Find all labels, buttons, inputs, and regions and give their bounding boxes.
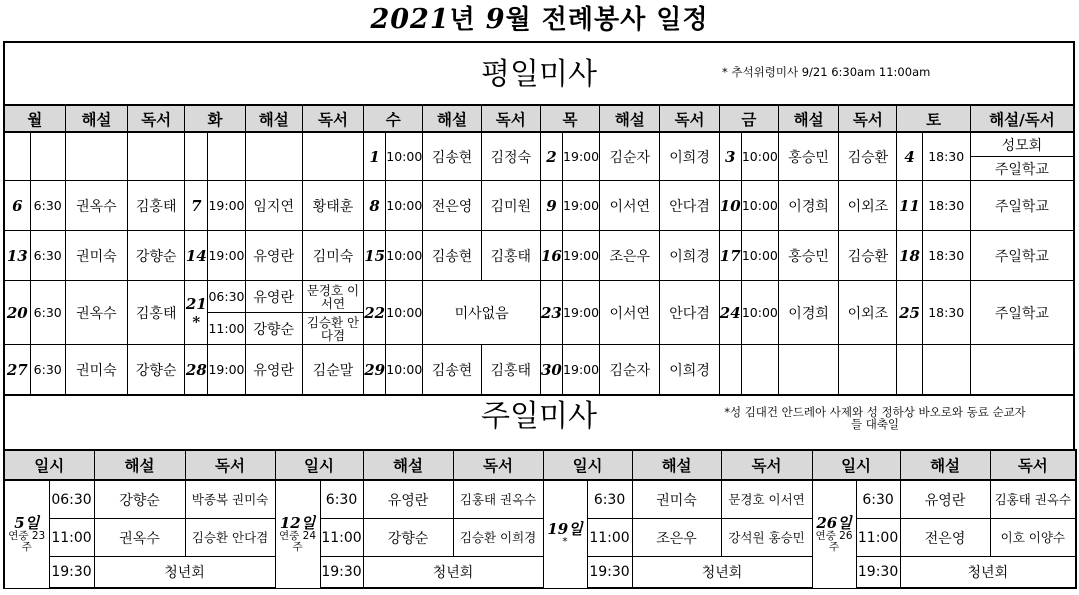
reader: 안다겸 xyxy=(660,281,719,345)
reader: 이호 이양수 xyxy=(990,519,1076,557)
day-number: 30 xyxy=(540,345,562,396)
reader: 김홍태 xyxy=(128,281,185,345)
day-number: 17 xyxy=(719,231,741,281)
day-number: 3 xyxy=(719,132,741,181)
narrator: 강향순 xyxy=(94,480,185,519)
narrator: 유영란 xyxy=(245,231,302,281)
table-row xyxy=(4,480,1076,519)
mass-time: 10:00 xyxy=(741,231,778,281)
day-number: 14 xyxy=(185,231,208,281)
day-number: 13 xyxy=(4,231,30,281)
day-number: 24 xyxy=(719,281,741,345)
mass-time: 11:00 xyxy=(320,519,363,557)
narrator: 이서연 xyxy=(600,281,660,345)
narrator: 이경희 xyxy=(778,281,838,345)
header-read: 독서 xyxy=(453,450,543,480)
reader: 김홍태 xyxy=(128,181,185,231)
narrator: 조은우 xyxy=(600,231,660,281)
narrator: 유영란 xyxy=(245,281,302,313)
mass-time: 19:30 xyxy=(49,557,94,589)
reader: 문경호 이서연 xyxy=(302,281,363,313)
reader: 김승환 xyxy=(839,231,897,281)
mass-time: 19:00 xyxy=(562,181,599,231)
weekday-note: * 추석위령미사 9/21 6:30am 11:00am xyxy=(722,65,931,79)
reader: 이희경 xyxy=(660,132,719,181)
weekday-mass-heading-text: 평일미사 xyxy=(481,57,597,92)
mass-time: 10:00 xyxy=(386,345,423,396)
table-row xyxy=(4,181,1074,231)
day-number-holiday xyxy=(185,281,208,345)
day-number: 27 xyxy=(4,345,30,396)
empty-cell xyxy=(4,132,30,181)
narrator: 이경희 xyxy=(778,181,838,231)
day-number: 18 xyxy=(897,231,922,281)
header-date: 일시 xyxy=(4,450,94,480)
header-sat-role: 해설/독서 xyxy=(970,105,1074,132)
day-number: 22 xyxy=(364,281,386,345)
mass-time: 19:00 xyxy=(208,345,245,396)
sunday-date-day: 5일 xyxy=(14,514,40,533)
empty-cell xyxy=(185,132,208,181)
weekday-header-row xyxy=(4,105,1074,132)
sunday-date xyxy=(812,480,856,588)
header-read: 독서 xyxy=(128,105,185,132)
sunday-date-day: 12일 xyxy=(279,514,316,533)
mass-time: 6:30 xyxy=(587,480,632,519)
narrator: 권옥수 xyxy=(94,519,185,557)
mass-time: 6:30 xyxy=(320,480,363,519)
mass-time: 11:00 xyxy=(587,519,632,557)
youth-group: 청년회 xyxy=(94,557,275,589)
header-thu: 목 xyxy=(540,105,599,132)
day-number: 7 xyxy=(185,181,208,231)
sunday-schedule-table xyxy=(3,449,1077,589)
mass-time: 10:00 xyxy=(386,181,423,231)
mass-time: 18:30 xyxy=(922,281,970,345)
day-number: 28 xyxy=(185,345,208,396)
reader: 안다겸 xyxy=(660,181,719,231)
page-title xyxy=(0,0,1079,40)
header-narr: 해설 xyxy=(65,105,127,132)
narrator: 권미숙 xyxy=(65,231,127,281)
mass-time: 18:30 xyxy=(922,132,970,181)
header-read: 독서 xyxy=(481,105,540,132)
day-number: 10 xyxy=(719,181,741,231)
header-date: 일시 xyxy=(543,450,632,480)
sat-group: 주일학교 xyxy=(970,281,1074,345)
header-narr: 해설 xyxy=(245,105,302,132)
narrator: 전은영 xyxy=(900,519,990,557)
header-read: 독서 xyxy=(721,450,812,480)
day-number: 4 xyxy=(897,132,922,181)
narrator: 유영란 xyxy=(245,345,302,396)
header-tue: 화 xyxy=(185,105,245,132)
mass-time: 19:00 xyxy=(562,281,599,345)
reader: 황태훈 xyxy=(302,181,363,231)
mass-time: 6:30 xyxy=(30,181,65,231)
day-number: 8 xyxy=(364,181,386,231)
reader: 이희경 xyxy=(660,231,719,281)
header-narr: 해설 xyxy=(778,105,838,132)
sunday-date xyxy=(543,480,587,588)
day-number: 1 xyxy=(364,132,386,181)
day-number: 16 xyxy=(540,231,562,281)
reader: 김홍태 권옥수 xyxy=(990,480,1076,519)
reader: 이희경 xyxy=(660,345,719,396)
header-date: 일시 xyxy=(812,450,900,480)
narrator: 권옥수 xyxy=(65,181,127,231)
youth-group: 청년회 xyxy=(632,557,812,589)
narrator: 전은영 xyxy=(423,181,481,231)
holiday-star: * xyxy=(192,312,201,331)
reader: 김미원 xyxy=(481,181,540,231)
narrator: 홍승민 xyxy=(778,231,838,281)
mass-time: 19:00 xyxy=(208,231,245,281)
mass-time: 19:00 xyxy=(208,181,245,231)
day-number: 23 xyxy=(540,281,562,345)
sunday-date xyxy=(4,480,49,588)
header-read: 독서 xyxy=(302,105,363,132)
narrator: 홍승민 xyxy=(778,132,838,181)
mass-time: 10:00 xyxy=(386,132,423,181)
sunday-header-row xyxy=(4,450,1076,480)
reader: 김홍태 xyxy=(481,231,540,281)
sunday-date-day: 19일 xyxy=(547,519,583,538)
header-narr: 해설 xyxy=(423,105,481,132)
table-row xyxy=(4,557,1076,589)
title-month: 9 xyxy=(485,4,506,35)
narrator: 김순자 xyxy=(600,132,660,181)
youth-group: 청년회 xyxy=(363,557,543,589)
mass-time: 6:30 xyxy=(30,231,65,281)
reader: 김홍태 xyxy=(481,345,540,396)
narrator: 권미숙 xyxy=(65,345,127,396)
header-read: 독서 xyxy=(990,450,1076,480)
header-fri: 금 xyxy=(719,105,778,132)
narrator: 이서연 xyxy=(600,181,660,231)
mass-time: 19:30 xyxy=(587,557,632,589)
mass-time: 11:00 xyxy=(208,313,245,345)
empty-cell xyxy=(208,132,245,181)
reader: 김순말 xyxy=(302,345,363,396)
sunday-mass-heading-text: 주일미사 xyxy=(481,399,597,434)
narrator: 김송현 xyxy=(423,345,481,396)
mass-time: 19:00 xyxy=(562,231,599,281)
header-narr: 해설 xyxy=(632,450,721,480)
header-read: 독서 xyxy=(185,450,275,480)
reader: 김승환 안다겸 xyxy=(302,313,363,345)
mass-time: 19:30 xyxy=(856,557,900,589)
narrator: 김순자 xyxy=(600,345,660,396)
table-row xyxy=(4,281,1074,313)
sunday-note: *성 김대건 안드레아 사제와 성 정하상 바오로와 동료 순교자들 대축일 xyxy=(724,405,1026,431)
reader: 김정숙 xyxy=(481,132,540,181)
youth-group: 청년회 xyxy=(900,557,1076,589)
table-row xyxy=(4,519,1076,557)
header-read: 독서 xyxy=(660,105,719,132)
header-date: 일시 xyxy=(275,450,363,480)
narrator: 강향순 xyxy=(363,519,453,557)
weekday-schedule-table xyxy=(3,104,1075,396)
narrator: 김송현 xyxy=(423,231,481,281)
mass-time: 11:00 xyxy=(49,519,94,557)
header-mon: 월 xyxy=(4,105,65,132)
sunday-date-sub: 연중 23주 xyxy=(8,530,46,554)
mass-time: 19:00 xyxy=(562,345,599,396)
mass-time: 6:30 xyxy=(856,480,900,519)
sat-group: 성모회 xyxy=(970,132,1074,157)
empty-cell xyxy=(65,132,127,181)
mass-time: 6:30 xyxy=(30,281,65,345)
empty-cell xyxy=(30,132,65,181)
empty-cell xyxy=(302,132,363,181)
sunday-date-day: 26일 xyxy=(816,514,852,533)
reader: 김승환 이희경 xyxy=(453,519,543,557)
sat-group: 주일학교 xyxy=(970,157,1074,181)
sunday-date-sub: * xyxy=(562,535,568,548)
reader: 김승환 안다겸 xyxy=(185,519,275,557)
narrator: 권옥수 xyxy=(65,281,127,345)
title-month-suffix: 월 전례봉사 일정 xyxy=(505,5,709,35)
day-number: 20 xyxy=(4,281,30,345)
mass-time: 06:30 xyxy=(49,480,94,519)
narrator: 유영란 xyxy=(363,480,453,519)
mass-time: 18:30 xyxy=(922,231,970,281)
title-year-suffix: 년 xyxy=(449,5,486,35)
sunday-date-sub: 연중 26주 xyxy=(815,530,853,554)
table-row xyxy=(4,132,1074,157)
day-number: 6 xyxy=(4,181,30,231)
header-narr: 해설 xyxy=(94,450,185,480)
day-number: 15 xyxy=(364,231,386,281)
sunday-date xyxy=(275,480,320,588)
reader: 강향순 xyxy=(128,231,185,281)
mass-time: 18:30 xyxy=(922,181,970,231)
narrator: 유영란 xyxy=(900,480,990,519)
no-mass: 미사없음 xyxy=(423,281,541,345)
narrator: 조은우 xyxy=(632,519,721,557)
narrator: 강향순 xyxy=(245,313,302,345)
narrator: 임지연 xyxy=(245,181,302,231)
header-wed: 수 xyxy=(364,105,423,132)
day-number: 25 xyxy=(897,281,922,345)
mass-time: 10:00 xyxy=(741,181,778,231)
mass-time: 6:30 xyxy=(30,345,65,396)
mass-time: 10:00 xyxy=(386,231,423,281)
reader: 문경호 이서연 xyxy=(721,480,812,519)
reader: 김미숙 xyxy=(302,231,363,281)
narrator: 김송현 xyxy=(423,132,481,181)
header-narr: 해설 xyxy=(363,450,453,480)
reader: 박종복 권미숙 xyxy=(185,480,275,519)
empty-cell xyxy=(245,132,302,181)
mass-time: 11:00 xyxy=(856,519,900,557)
day-number: 2 xyxy=(540,132,562,181)
day-number: 29 xyxy=(364,345,386,396)
mass-time: 10:00 xyxy=(741,281,778,345)
reader: 강향순 xyxy=(128,345,185,396)
title-year: 2021 xyxy=(370,4,450,35)
mass-time: 19:30 xyxy=(320,557,363,589)
reader: 강석원 홍승민 xyxy=(721,519,812,557)
reader: 이외조 xyxy=(839,281,897,345)
sunday-date-sub: 연중 24주 xyxy=(279,530,317,554)
reader: 김홍태 권옥수 xyxy=(453,480,543,519)
sat-group: 주일학교 xyxy=(970,231,1074,281)
header-read: 독서 xyxy=(839,105,897,132)
header-sat: 토 xyxy=(897,105,970,132)
day-number: 9 xyxy=(540,181,562,231)
reader: 이외조 xyxy=(839,181,897,231)
day-number: 11 xyxy=(897,181,922,231)
header-narr: 해설 xyxy=(900,450,990,480)
empty-cell xyxy=(128,132,185,181)
day-number: 21 xyxy=(185,294,207,313)
mass-time: 10:00 xyxy=(741,132,778,181)
sat-group: 주일학교 xyxy=(970,181,1074,231)
reader: 김승환 xyxy=(839,132,897,181)
header-narr: 해설 xyxy=(600,105,660,132)
mass-time: 10:00 xyxy=(386,281,423,345)
table-row xyxy=(4,231,1074,281)
mass-time: 19:00 xyxy=(562,132,599,181)
mass-time: 06:30 xyxy=(208,281,245,313)
narrator: 권미숙 xyxy=(632,480,721,519)
